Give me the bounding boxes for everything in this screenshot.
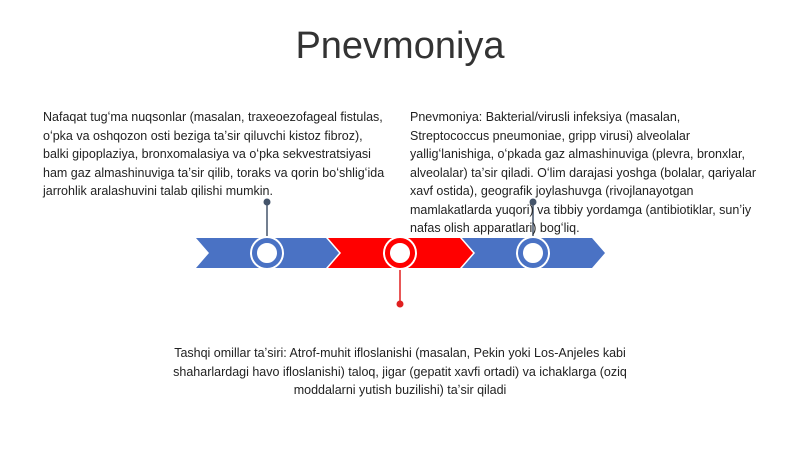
- connector-middle: [397, 268, 404, 308]
- milestone-marker-1: [250, 236, 284, 270]
- slide-title: Pnevmoniya: [295, 25, 505, 67]
- connector-left: [264, 199, 271, 237]
- text-block-congenital: Nafaqat tugʻma nuqsonlar (masalan, traxeoezofageal fistulas, oʻpka va oshqozon osti beziga taʼsir qiluvchi kistoz fibroz), balki gipoplaziya, bronxomalasiya va oʻpka sekvestratsiyasi ham gaz almashinuviga taʼsir qilib, toraks va qorin boʻshligʻida jarrohlik aralashuvini talab qilishi mumkin.: [43, 110, 385, 198]
- text-block-pneumonia: Pnevmoniya: Bakterial/virusli infeksiya (masalan, Streptococcus pneumoniae, gripp virusi) alveolalar yalligʻlanishiga, oʻpkada gaz almashinuviga (plevra, bronxlar, alveolalar) taʼsir qiladi. Oʻlim darajasi yoshga (bolalar, qariyalar xavf ostida), geografik joylashuvga (rivojlanayotgan mamlakatlarda yuqori) va tibbiy yordamga (antibiotiklar, sunʼiy nafas olish apparatlari) bogʻliq.: [410, 110, 756, 235]
- milestone-marker-3: [516, 236, 550, 270]
- text-block-external-factors: Tashqi omillar taʼsiri: Atrof-muhit ifloslanishi (masalan, Pekin yoki Los-Anjeles kabi shaharlardagi havo ifloslanishi) taloq, jigar (gepatit xavfi ortadi) va ichaklarga (oziq moddalarni yutish buzilishi) taʼsir qiladi: [173, 346, 627, 397]
- milestone-marker-2: [383, 236, 417, 270]
